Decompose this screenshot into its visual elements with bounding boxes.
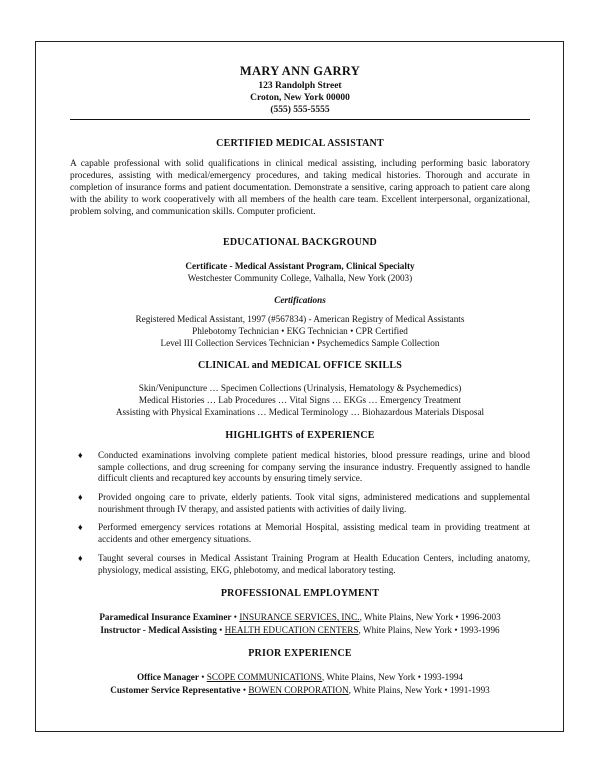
skills-line: Skin/Venipuncture … Specimen Collections (Urinalysis, Hematology & Psychemedics) bbox=[138, 383, 462, 393]
highlight-text: Taught several courses in Medical Assistant Training Program at Health Education Centers, including anatomy, physiology, medical assisting, EKG, phlebotomy, and medical laboratory testing. bbox=[98, 553, 530, 575]
job-details: , White Plains, New York • 1993-1994 bbox=[321, 672, 464, 682]
street-address: 123 Randolph Street bbox=[258, 81, 342, 91]
certificate-program: Certificate - Medical Assistant Program, Clinical Specialty bbox=[185, 261, 415, 271]
highlight-item bbox=[78, 522, 530, 545]
header-divider bbox=[70, 119, 530, 120]
skills-line: Medical Histories … Lab Procedures … Vital Signs … EKGs … Emergency Treatment bbox=[138, 395, 462, 405]
highlight-text: Provided ongoing care to private, elderly patients. Took vital signs, administered medications and supplemental nourishment through IV therapy, and assisted patients with activities of daily living. bbox=[98, 492, 530, 514]
phone-number: (555) 555-5555 bbox=[270, 105, 330, 115]
highlight-item bbox=[78, 492, 530, 515]
job-role: Paramedical Insurance Examiner bbox=[99, 612, 232, 622]
job-role: Office Manager bbox=[136, 672, 199, 682]
company-name: INSURANCE SERVICES, INC. bbox=[239, 612, 360, 622]
diamond-bullet-icon: ♦ bbox=[78, 553, 83, 563]
certifications-title: Certifications bbox=[274, 295, 326, 305]
cert-line: Registered Medical Assistant, 1997 (#567834) - American Registry of Medical Assistants bbox=[135, 314, 465, 324]
highlight-text: Performed emergency services rotations at Memorial Hospital, assisting medical team in providing treatment at accidents and other emergency situations. bbox=[98, 522, 530, 544]
company-name: HEALTH EDUCATION CENTERS bbox=[224, 625, 359, 635]
professional-summary: A capable professional with solid qualifications in clinical medical assisting, including performing basic laboratory procedures, assisting with medical/emergency procedures, and taking medical histories. Thorough and accurate in completion of insurance forms and patient documentation. Demonstrate a sensitive, caring approach to patient care along with the ability to work cooperatively with all members of the health care team. Excellent interpersonal, organizational, problem solving, and communication skills. Computer proficient. bbox=[70, 159, 530, 218]
company-name: BOWEN CORPORATION bbox=[248, 685, 349, 695]
highlight-item bbox=[78, 553, 530, 576]
job-details: , White Plains, New York • 1996-2003 bbox=[359, 612, 501, 622]
diamond-bullet-icon: ♦ bbox=[78, 450, 83, 460]
prior-entry bbox=[0, 685, 600, 695]
cert-line: Phlebotomy Technician • EKG Technician • CPR Certified bbox=[192, 326, 408, 336]
job-role: Customer Service Representative bbox=[110, 685, 241, 695]
school-name: Westchester Community College, Valhalla, New York (2003) bbox=[187, 273, 413, 283]
separator: • bbox=[216, 625, 225, 635]
education-title: EDUCATIONAL BACKGROUND bbox=[223, 237, 377, 248]
skills-line: Assisting with Physical Examinations … Medical Terminology … Biohazardous Materials Disposal bbox=[115, 407, 485, 417]
separator: • bbox=[231, 612, 240, 622]
prior-entry bbox=[0, 672, 600, 682]
separator: • bbox=[198, 672, 207, 682]
city-state-zip: Croton, New York 00000 bbox=[250, 93, 350, 103]
highlight-item bbox=[78, 450, 530, 485]
cert-line: Level III Collection Services Technician • Psychemedics Sample Collection bbox=[160, 338, 440, 348]
separator: • bbox=[240, 685, 249, 695]
company-name: SCOPE COMMUNICATIONS bbox=[206, 672, 322, 682]
employment-entry bbox=[0, 612, 600, 622]
candidate-name: MARY ANN GARRY bbox=[239, 64, 361, 78]
employment-entry bbox=[0, 625, 600, 635]
job-role: Instructor - Medical Assisting bbox=[100, 625, 217, 635]
highlight-text: Conducted examinations involving complete patient medical histories, blood pressure readings, urine and blood sample collections, and drug screening for company serving the insurance industry. Frequently assigned to handle difficult clients and recaptured key accounts by ensuring timely service. bbox=[98, 450, 530, 484]
skills-title: CLINICAL and MEDICAL OFFICE SKILLS bbox=[197, 360, 403, 371]
prior-experience-title: PRIOR EXPERIENCE bbox=[248, 648, 352, 659]
highlights-title: HIGHLIGHTS of EXPERIENCE bbox=[225, 430, 375, 441]
diamond-bullet-icon: ♦ bbox=[78, 492, 83, 502]
job-details: , White Plains, New York • 1991-1993 bbox=[348, 685, 490, 695]
diamond-bullet-icon: ♦ bbox=[78, 522, 83, 532]
objective-title: CERTIFIED MEDICAL ASSISTANT bbox=[216, 138, 384, 149]
job-details: , White Plains, New York • 1993-1996 bbox=[358, 625, 500, 635]
employment-title: PROFESSIONAL EMPLOYMENT bbox=[220, 588, 380, 599]
